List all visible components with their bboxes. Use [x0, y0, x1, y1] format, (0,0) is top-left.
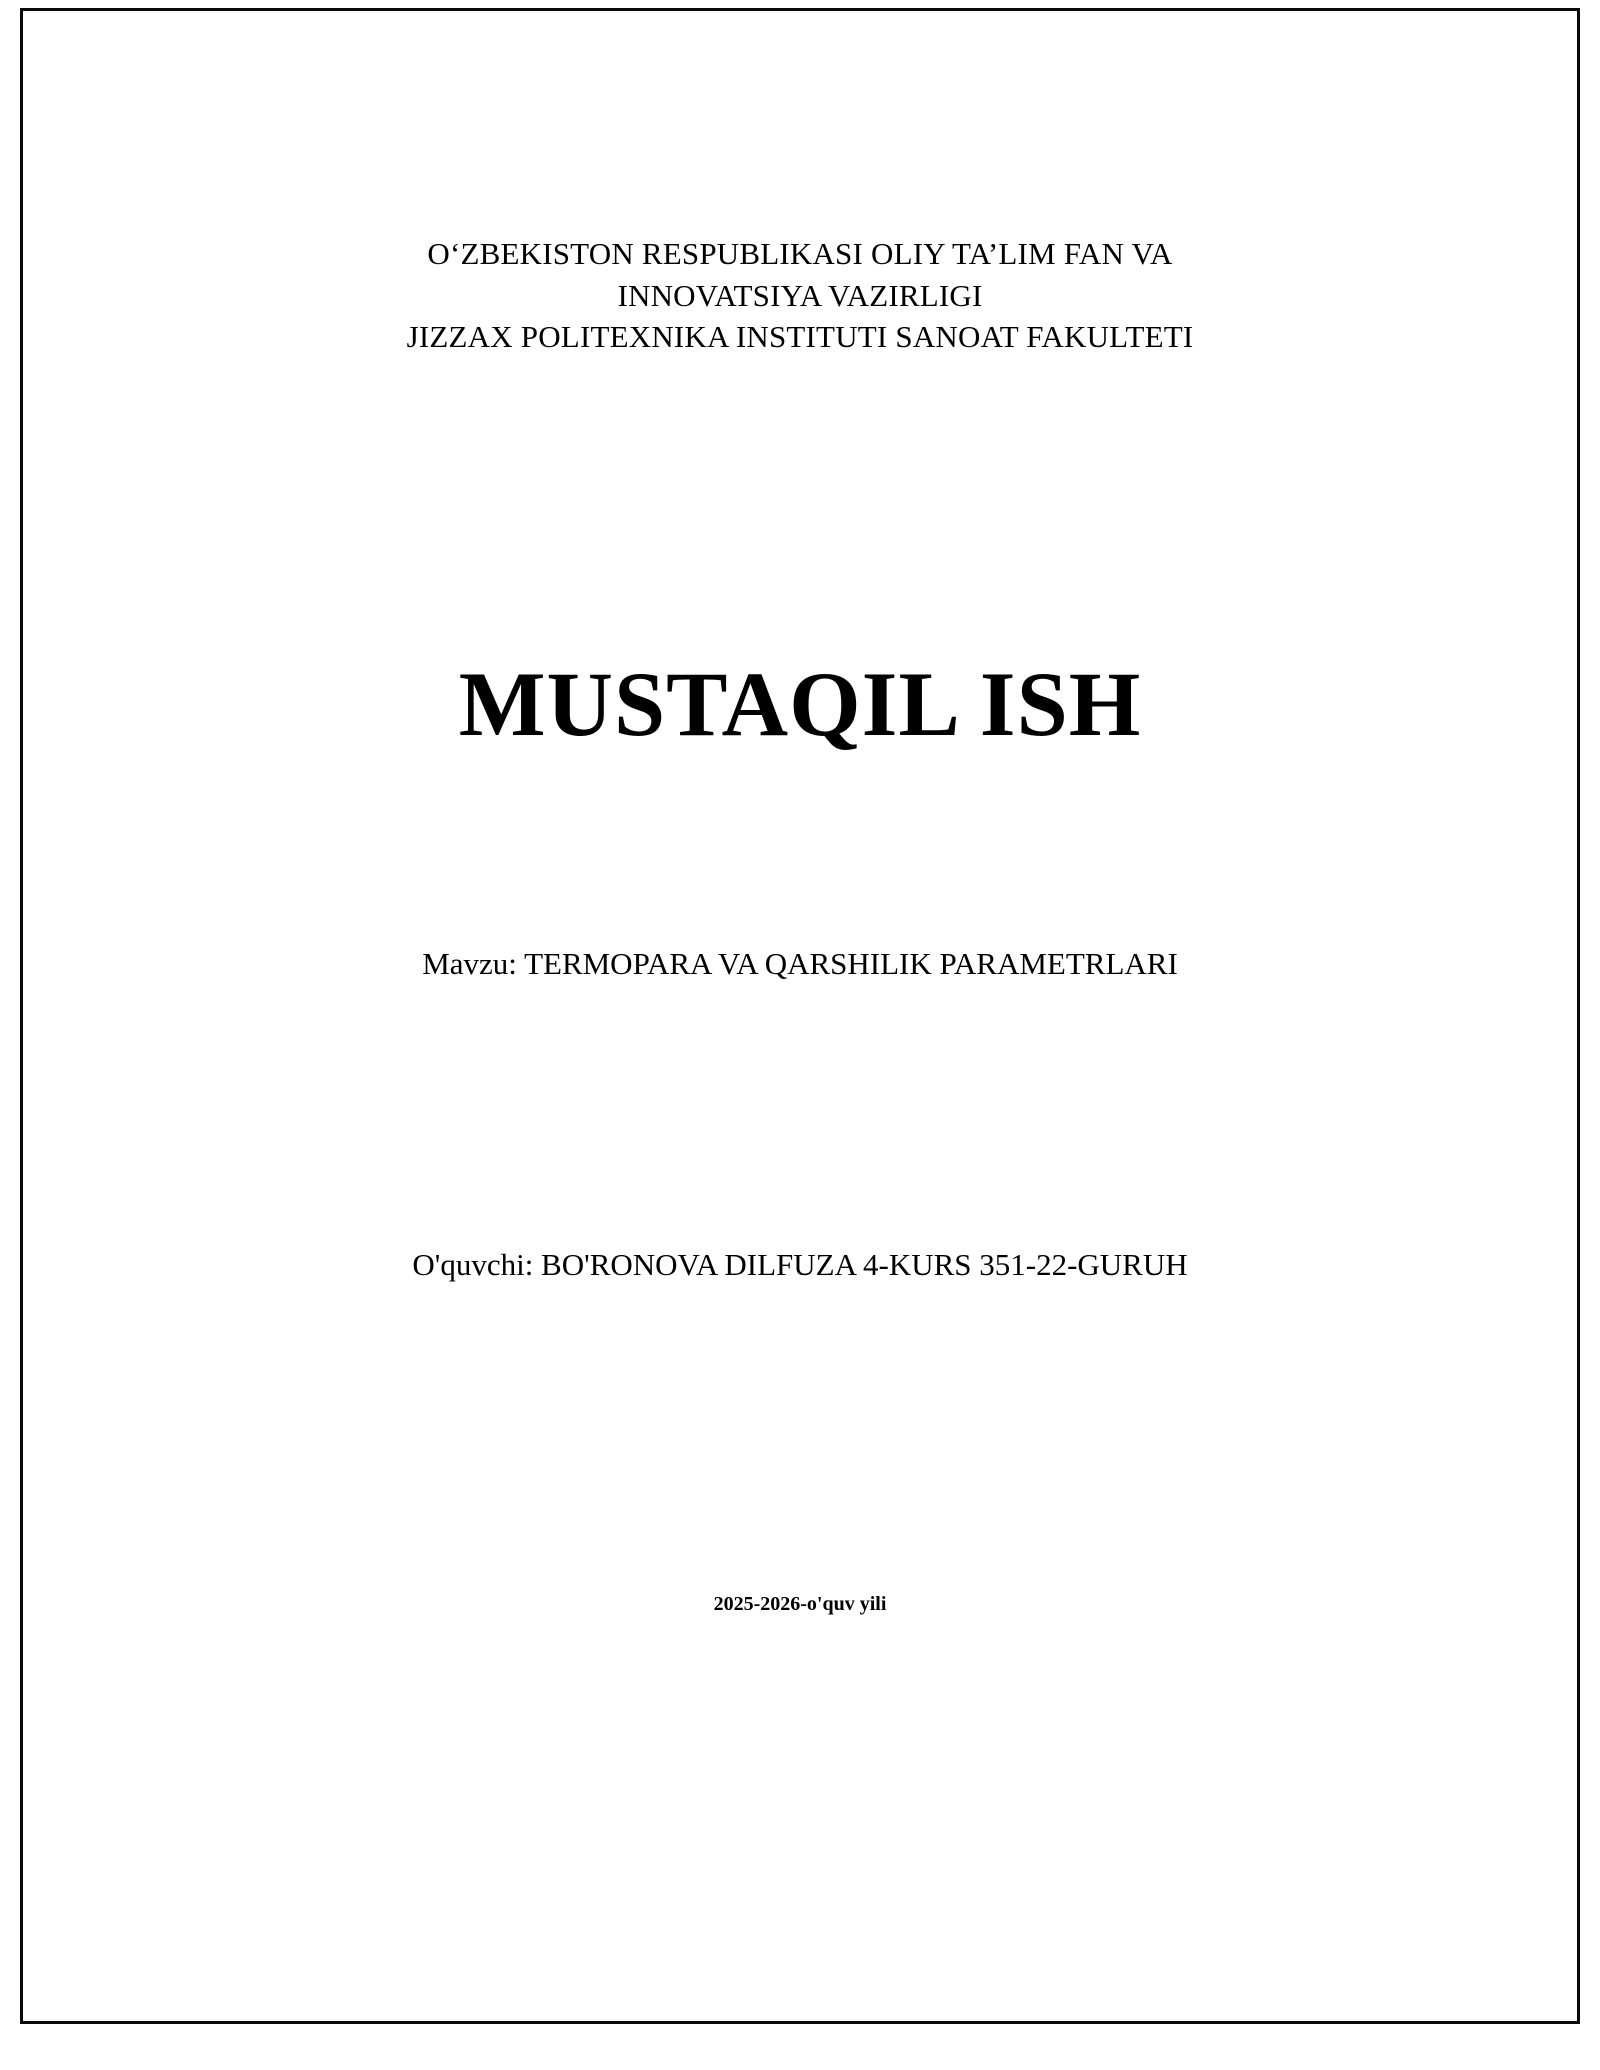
- institution-header-line-1: O‘ZBEKISTON RESPUBLIKASI OLIY TA’LIM FAN VA: [427, 236, 1173, 271]
- student-line: O'quvchi: BO'RONOVA DILFUZA 4-KURS 351-22-GURUH: [412, 1246, 1188, 1282]
- page-content: [23, 11, 1577, 2021]
- academic-year-line: 2025-2026-o'quv yili: [713, 1592, 887, 1615]
- page-title: MUSTAQIL ISH: [458, 652, 1142, 755]
- institution-header-line-3: JIZZAX POLITEXNIKA INSTITUTI SANOAT FAKULTETI: [406, 319, 1194, 355]
- subject-line: Mavzu: TERMOPARA VA QARSHILIK PARAMETRLARI: [422, 945, 1178, 981]
- institution-header: [23, 233, 1577, 358]
- page-sheet: [20, 8, 1580, 2024]
- institution-header-line-2: INNOVATSIYA VAZIRLIGI: [617, 277, 983, 313]
